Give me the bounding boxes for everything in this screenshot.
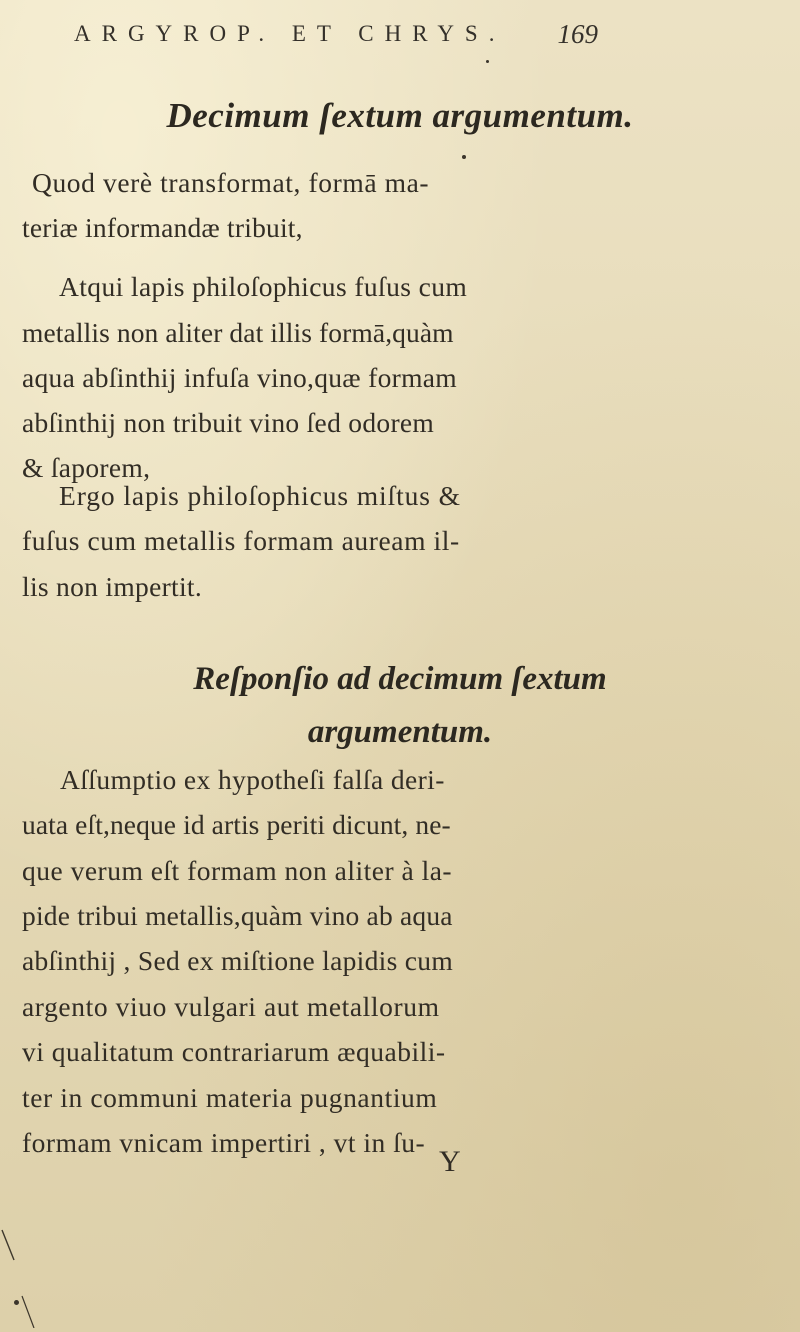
text-line: Quod verè transformat, formā ma- — [32, 167, 430, 198]
text-line: lis non impertit. — [22, 571, 203, 602]
text-line: abſinthij non tribuit vino ſed odorem — [22, 407, 435, 438]
text-line: aqua abſinthij infuſa vino,quæ formam — [22, 362, 457, 393]
text-line: Atqui lapis philoſophicus fuſus cum — [59, 271, 468, 302]
text-line: teriæ informandæ tribuit, — [22, 212, 303, 243]
response-heading-line-1: Reſponſio ad decimum ſextum — [193, 661, 607, 697]
section-heading-response — [0, 653, 800, 759]
section-heading-argument: Decimum ſextum argumentum. — [166, 96, 634, 135]
catchword-signature: Y — [439, 1145, 461, 1178]
text-line: uata eſt,neque id artis periti dicunt, ne- — [22, 809, 451, 840]
text-line: argento viuo vulgari aut metallorum — [22, 991, 440, 1022]
response-heading-line-2: argumentum. — [307, 714, 493, 750]
text-line: que verum eſt formam non aliter à la- — [22, 855, 453, 886]
text-line: pide tribui metallis,quàm vino ab aqua — [22, 900, 453, 931]
text-line: & ſaporem, — [22, 452, 151, 483]
running-title: ARGYROP. ET CHRYS. — [74, 21, 506, 46]
page-number: 169 — [557, 18, 598, 49]
text-line: ter in communi materia pugnantium — [22, 1082, 438, 1113]
text-line: metallis non aliter dat illis formā,quàm — [22, 317, 454, 348]
text-line: Aſſumptio ex hypotheſi falſa deri- — [60, 764, 445, 795]
text-line: fuſus cum metallis formam auream il- — [22, 525, 460, 556]
text-line: formam vnicam impertiri , vt in ſu- — [22, 1127, 426, 1158]
running-head — [74, 14, 614, 54]
ink-speck — [462, 155, 466, 159]
text-line: vi qualitatum contrariarum æquabili- — [22, 1036, 446, 1067]
text-line: abſinthij , Sed ex miſtione lapidis cum — [22, 945, 454, 976]
margin-pen-stroke — [0, 1228, 50, 1328]
text-line: Ergo lapis philoſophicus miſtus & — [59, 480, 461, 511]
ink-speck — [486, 60, 489, 63]
